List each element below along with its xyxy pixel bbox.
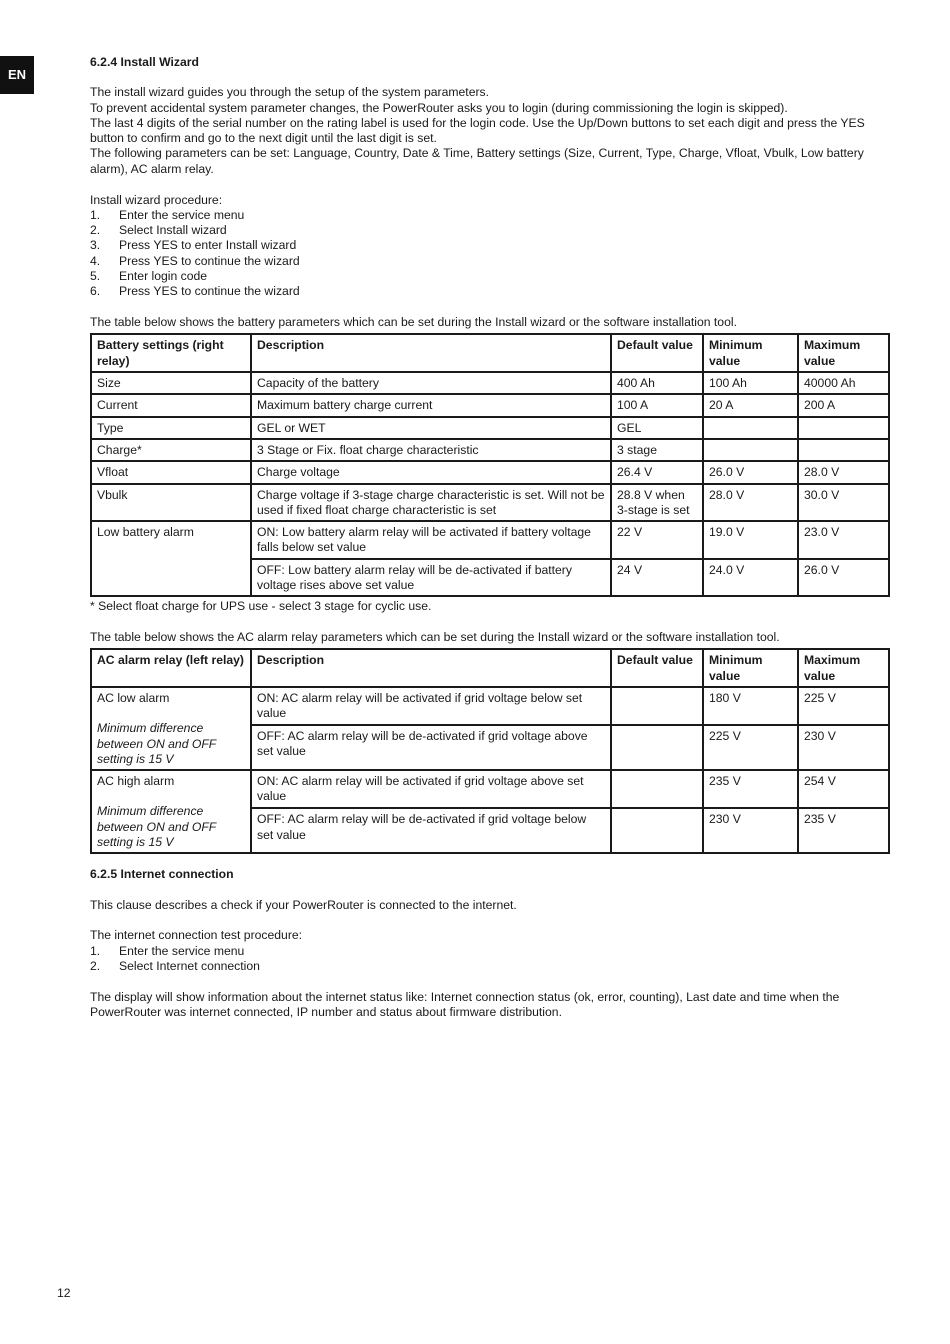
list-item [90,208,887,223]
table-cell: Low battery alarm [91,521,251,596]
table-cell [611,687,703,725]
table-row [91,439,889,461]
table-cell: 180 V [703,687,798,725]
table-cell [798,417,889,439]
table-cell: 22 V [611,521,703,559]
table-row [91,417,889,439]
table-cell [611,808,703,853]
table-cell [703,439,798,461]
table-header-row [91,649,889,687]
install-steps-list [90,208,887,300]
step-number: 2. [90,223,101,238]
list-item [90,254,887,269]
internet-steps-list [90,944,887,975]
table-cell: 235 V [703,770,798,808]
table-cell: Charge* [91,439,251,461]
step-number: 3. [90,238,101,253]
procedure-title: Install wizard procedure: [90,192,223,207]
header-cell: Minimum value [703,334,798,372]
list-item [90,269,887,284]
table-cell: ON: AC alarm relay will be activated if grid voltage below set value [251,687,611,725]
list-item [90,959,887,974]
table-footnote: * Select float charge for UPS use - select 3 stage for cyclic use. [90,599,432,614]
step-number: 2. [90,959,101,974]
table-cell [798,439,889,461]
paragraph: The install wizard guides you through the setup of the system parameters. [90,85,490,100]
table-cell: 100 Ah [703,372,798,394]
alarm-note: Minimum difference between ON and OFF setting is 15 V [97,721,217,766]
table-cell: Vbulk [91,484,251,522]
step-number: 6. [90,284,101,299]
table-cell [611,770,703,808]
table-cell: 28.0 V [798,461,889,483]
battery-table-intro: The table below shows the battery parameters which can be set during the Install wizard or the software installation tool. [90,315,737,330]
table-cell: Charge voltage if 3-stage charge characteristic is set. Will not be used if fixed float charge characteristic is set [251,484,611,522]
table-cell [91,687,251,770]
table-cell: OFF: Low battery alarm relay will be de-activated if battery voltage rises above set value [251,559,611,597]
table-cell [611,725,703,770]
table-cell: 28.8 V when 3-stage is set [611,484,703,522]
header-cell: AC alarm relay (left relay) [91,649,251,687]
table-cell: 28.0 V [703,484,798,522]
step-text: Press YES to enter Install wizard [119,238,297,253]
table-cell: 230 V [703,808,798,853]
table-cell: 230 V [798,725,889,770]
paragraph: The last 4 digits of the serial number on the rating label is used for the login code. Use the Up/Down buttons to set each digit and press the YES button to confirm and go to the next digit until the last digit is set. [90,115,865,146]
table-cell: 225 V [703,725,798,770]
header-cell: Default value [611,334,703,372]
table-cell: 3 stage [611,439,703,461]
step-number: 1. [90,943,101,958]
table-cell: 24.0 V [703,559,798,597]
step-text: Press YES to continue the wizard [119,284,300,299]
table-cell: OFF: AC alarm relay will be de-activated if grid voltage above set value [251,725,611,770]
table-row [91,521,889,559]
table-row [91,372,889,394]
table-cell: Vfloat [91,461,251,483]
table-cell: Current [91,394,251,416]
table-cell: ON: AC alarm relay will be activated if grid voltage above set value [251,770,611,808]
table-cell: Size [91,372,251,394]
paragraph: This clause describes a check if your PowerRouter is connected to the internet. [90,897,517,912]
table-cell: 20 A [703,394,798,416]
table-cell [91,770,251,853]
section-title-internet-connection: 6.2.5 Internet connection [90,867,234,882]
table-cell: Type [91,417,251,439]
header-cell: Description [251,649,611,687]
table-cell: ON: Low battery alarm relay will be activated if battery voltage falls below set value [251,521,611,559]
paragraph: The following parameters can be set: Language, Country, Date & Time, Battery settings (Size, Current, Type, Charge, Vfloat, Vbulk, Low battery alarm), AC alarm relay. [90,146,864,176]
table-cell: 225 V [798,687,889,725]
table-row [91,394,889,416]
table-cell: 26.0 V [798,559,889,597]
table-row [91,484,889,522]
header-cell: Minimum value [703,649,798,687]
paragraph: To prevent accidental system parameter changes, the PowerRouter asks you to login (during commissioning the login is skipped). [90,100,788,115]
header-cell: Maximum value [798,649,889,687]
table-cell: OFF: AC alarm relay will be de-activated if grid voltage below set value [251,808,611,853]
procedure-title: The internet connection test procedure: [90,928,303,943]
table-cell: GEL or WET [251,417,611,439]
list-item [90,284,887,299]
table-header-row [91,334,889,372]
step-text: Enter the service menu [119,207,245,222]
header-cell: Maximum value [798,334,889,372]
table-cell [703,417,798,439]
list-item [90,238,887,253]
table-cell: 26.4 V [611,461,703,483]
step-number: 5. [90,269,101,284]
step-text: Enter the service menu [119,943,245,958]
table-cell: 40000 Ah [798,372,889,394]
battery-settings-table [90,333,890,597]
language-tab: EN [0,56,34,94]
list-item [90,944,887,959]
table-cell: 19.0 V [703,521,798,559]
header-cell: Default value [611,649,703,687]
table-cell: 200 A [798,394,889,416]
step-number: 1. [90,207,101,222]
alarm-label: AC low alarm [97,691,170,705]
paragraph: The display will show information about the internet status like: Internet connection status (ok, error, counting), Last date and time when the PowerRouter was internet connected, IP number and status about firmware distribution. [90,989,840,1020]
table-cell: 3 Stage or Fix. float charge characteristic [251,439,611,461]
ac-alarm-relay-table [90,648,890,854]
page-content [90,55,887,1020]
table-cell: Maximum battery charge current [251,394,611,416]
header-cell: Description [251,334,611,372]
step-text: Enter login code [119,269,208,284]
table-cell: 235 V [798,808,889,853]
table-cell: Charge voltage [251,461,611,483]
section-title-install-wizard: 6.2.4 Install Wizard [90,55,199,69]
page-number: 12 [57,1286,71,1300]
table-cell: 30.0 V [798,484,889,522]
table-row [91,461,889,483]
step-text: Select Internet connection [119,959,260,974]
step-text: Press YES to continue the wizard [119,253,300,268]
header-cell: Battery settings (right relay) [91,334,251,372]
table-cell: Capacity of the battery [251,372,611,394]
table-cell: 23.0 V [798,521,889,559]
table-cell: GEL [611,417,703,439]
alarm-label: AC high alarm [97,774,175,789]
table-row [91,770,889,808]
step-number: 4. [90,253,101,268]
ac-table-intro: The table below shows the AC alarm relay parameters which can be set during the Install wizard or the software installation tool. [90,630,780,645]
table-cell: 24 V [611,559,703,597]
table-cell: 100 A [611,394,703,416]
table-cell: 26.0 V [703,461,798,483]
list-item [90,223,887,238]
table-cell: 254 V [798,770,889,808]
table-cell: 400 Ah [611,372,703,394]
table-row [91,687,889,725]
alarm-note: Minimum difference between ON and OFF setting is 15 V [97,804,217,850]
step-text: Select Install wizard [119,223,227,238]
